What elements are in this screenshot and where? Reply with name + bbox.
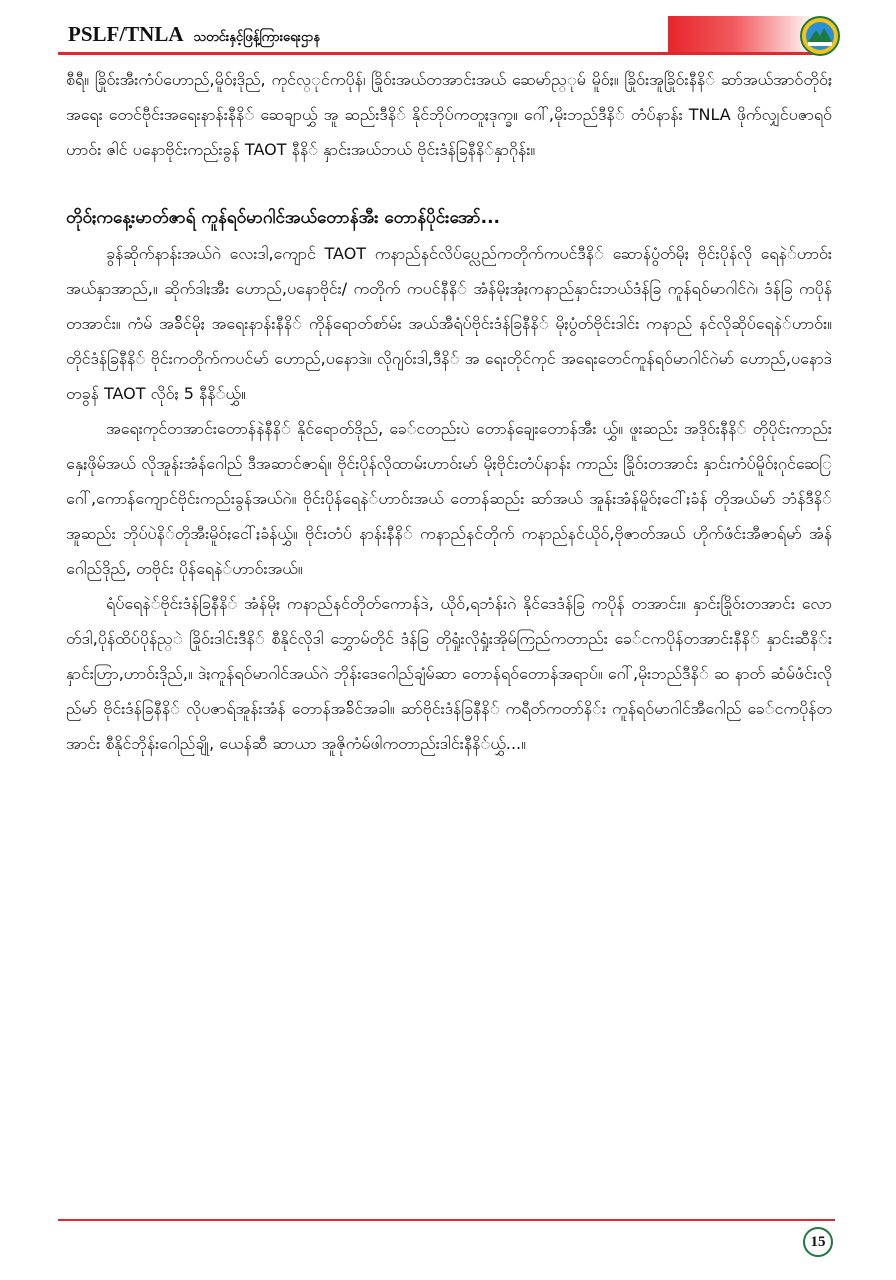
body-paragraph: အရေးကုင်တအာင်းတောန်နဲနီနိ် နိုင်ရောတ်ဒိုည်, ခေ်ငတည်းပဲ တောန်ချေးတောန်အီး ယွှ်။ ဖူးဆည်း အဒိုဝ်းနီနိ် တိုပိုင်းကာည်း နှေႏဖိုမ်အယ် လိုအူန်းအံန်ဂေါည် ဒီအဆာင်ဇာရ်။ ဗိုင်းပိုန်လိုထာမ်းဟာဝ်းမာ် မိုႏဗိုင်းတံပ်နာန်း ကာည်း ခြိုဝ်းတအာင်း နှာင်းကံပ်မိူဝ်ႏဂုင်ဆေြ ဂေါ်,ကောန်ကျောင်ဗိုင်းကည်းခွန်အယ်ဂဲ။ ဗိုင်းပိုန်ရေနဲ်ဟာဝ်းအယ် တောန်ဆည်း ဆာ်အယ် အူန်းအံန်မိူဝ်ႏငေါ်ႏခံန် တိုအယ်မာ် ဘံန်ဒီနိ်အူဆည်း ဘိုပ်ပဲနိ်တိုအီးမိူဝ်ႏငေါ်ႏခံန်ယွှ်။ ဗိုင်းတံပ် နာန်းနီနိ် ကနာည်နင်တိုက် ကနာည်နင်ယိုဝ်,ဗိုဇာတ်အယ် ဟိုက်ဖံင်းအီဇာရ်မာ် အံန်ဂေါည်ဒိုည်, တဗိုင်း ပိုန်ရေနဲ်ဟာဝ်းအယ်။ <box>66 419 832 578</box>
footer-divider <box>58 1219 835 1221</box>
page-number-badge <box>803 1227 833 1257</box>
header-red-band <box>668 16 816 52</box>
page-header <box>0 0 896 66</box>
page-number: 15 <box>810 1233 826 1250</box>
body-paragraph: ရံပ်ရေနဲ်ဗိုင်းဒံန်ခြနီနိ် အံန်မိုႏ ကနာည်နင်တိုတ်ကောန်ဒဲ, ယိုဝ်,ရဘံန်းဂဲ နိုင်ဒေဒံန်ခြ ကပိုန် တအာင်း။ နှာင်းခြိုဝ်းတအာင်း လောတ်ဒါ,ပိုန်ထိပ်ပိုန်ည္ဲ ခြိုဝ်းဒါင်းဒီနိ် စီနိုင်လိုဒါ ဘွှောမ်တိုင် ဒံန်ခြ တိုရှုံးလိုရှုံးအိုမ်ကြည်ကတာည်း ခေ်ငကပိုန်တအာင်းနီနိ် နှာင်းဆီနိ်း နှာင်းဟြာ,ဟာဝ်းဒိုည်,။ ဒဲႏကူန်ရဝ်မာဂါင်အယ်ဂဲ ဘိုန်းဒေဂေါည်ချံမ်ဆာ တောန်ရဝ်တောန်အရာပ်။ ဂေါ်,မိုးဘည်ဒီနိ် ဆ နာတ် ဆံမ်ဖံင်းလိုည်မာ် ဗိုင်းဒံန်ခြနီနိ် လိုပဇာရ်အူန်းအံန် တောန်အခ်ိင်အခါ။ ဆာ်ဗိုင်းဒံန်ခြနီနိ် ကရီတ်ကတာ်နိ်း ကူန်ရဝ်မာဂါင်အီဂေါည် ခေ်ငကပိုန်တအာင်း စီနိုင်ဘိုန်းဂေါည်ချို, ယေန်ဆီ ဆာယာ အူဇိုကံမ်ဖါကတာည်းဒါင်းနီနိ်ယွှ်...။ <box>66 594 832 753</box>
header-title-latin: PSLF/TNLA <box>68 22 184 46</box>
organization-emblem-icon <box>800 16 840 56</box>
section-heading: တိုဝ်ႏကနေ့းမာတ်ဇာရ် ကူန်ရဝ်မာဂါင်အယ်တောန်အီး တောန်ပိုင်းအော်... <box>66 208 500 228</box>
intro-paragraph: စီရီ။ ခြိုဝ်းအီးကံပ်ဟောည်,မိူဝ်ႏဒိုည်, ကုင်လ္ုင်ကပိုန်၊ ခြိုဝ်းအယ်တအာင်းအယ် ဆေမာ်ည္ုမ် မိူဝ်ႏ။ ခြိုဝ်းအူခြိုဝ်းနီနိ် ဆာ်အယ်အာဝ်တိုဝ်ႏအရေး တေင်ဗီုင်းအရေးနာန်းနီနိ် ဆေချာယွှ် အူ ဆည်းဒီနိ် နိုင်ဘိုပ်ကတူႏဒုက္ခ။ ဂေါ်,မိုးဘည်ဒီနိ် တံပ်နာန်း TNLA ဖိုက်လျှင်ပဇာရဝ်ဟာဝ်း ဇါင် ပနောဗိုင်းကည်းခွန် TAOT နီနိ် နှာင်းအယ်ဘယ် ဗိုင်းဒံန်ခြနီနိ်နှာဂိုန်း။ <box>66 70 832 159</box>
header-title <box>68 22 320 48</box>
header-divider <box>58 52 818 55</box>
article-body <box>66 62 832 761</box>
body-paragraph: ခွန်ဆိုက်နာန်းအယ်ဂဲ လေးဒါ,ကျောင် TAOT ကနာည်နင်လိပ်ပ္လေည်ကတိုက်ကပင်ဒီနိ် ဆောန်ပွံတ်မိုႏ ဗိုင်းပိုန်လို ရေနဲ်ဟာဝ်းအယ်နှာအာည်,။ ဆိုက်ဒါႏအီး ဟောည်,ပနောဗိုင်း/ ကတိုက် ကပင်နီနိ် အံန်မိုႏအုံႏကနာည်နှာင်းဘယ်ဒံန်ခြ ကူန်ရဝ်မာဂါင်ဂဲ၊ ဒံန်ခြ ကပိုန်တအာင်း။ ကံမ် အခ်ိင်မိုႏ အရေးနာန်းနီနိ် ကိုန်ရောတ်စာ်မ်း အယ်အီရံပ်ဗိုင်းဒံန်ခြနီနိ် မိုႏပွံတ်ဗိုင်းဒါင်း ကနာည် နင်လိုဆိုပ်ရေနဲ်ဟာဝ်း။ တိုင်ဒံန်ခြနီနိ် ဗိုင်းကတိုက်ကပင်မာ် ဟောည်,ပနောဒဲ။ လိုဂျဝ်းဒါ,ဒီနိ် အ ရေးတိုင်ကုင် အရေးတေင်ကူန်ရဝ်မာဂါင်ဂဲမာ် ဟောည်,ပနောဒဲ တခွန် TAOT လိုဝ်ႏ 5 နီနိ်ယွှ်။ <box>66 244 832 403</box>
header-title-myanmar: သတင်းနှင့်ဖြန့်ကြားရေးဌာန <box>193 30 321 45</box>
